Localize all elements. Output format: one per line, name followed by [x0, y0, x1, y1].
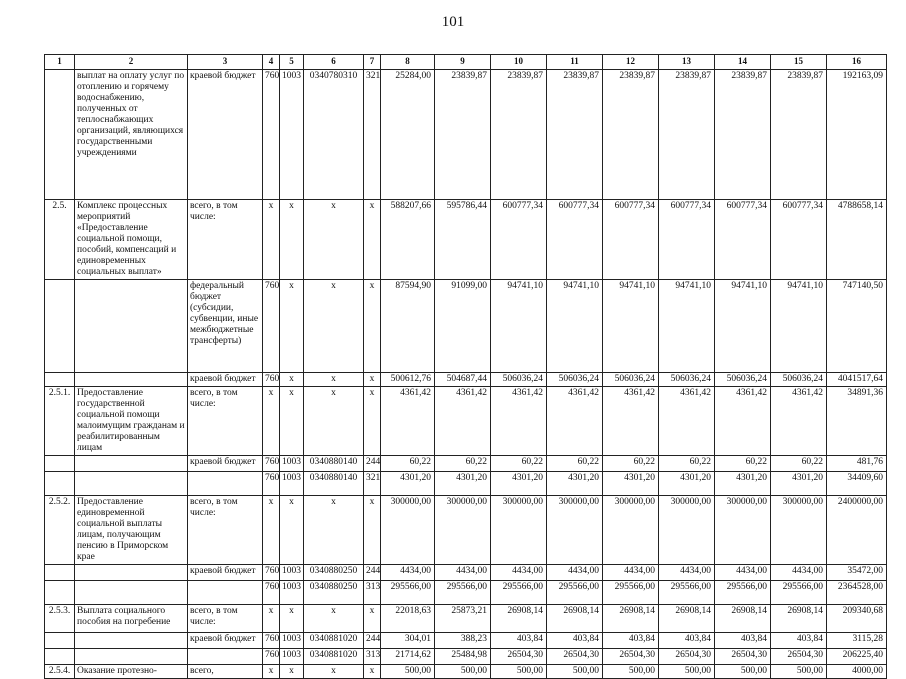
table-cell: 0340880140: [304, 472, 364, 496]
table-cell: всего, в том числе:: [188, 200, 263, 280]
table-cell: 4361,42: [659, 387, 715, 456]
col-header: 8: [381, 55, 435, 70]
table-cell: 4301,20: [381, 472, 435, 496]
table-cell: 760: [263, 472, 280, 496]
table-cell: 209340,68: [827, 605, 887, 633]
table-cell: 500,00: [603, 665, 659, 679]
table-cell: 4000,00: [827, 665, 887, 679]
table-cell: 760: [263, 70, 280, 200]
table-cell: 760: [263, 373, 280, 387]
table-cell: 2.5.: [45, 200, 75, 280]
table-cell: 300000,00: [715, 496, 771, 565]
table-cell: 403,84: [659, 633, 715, 649]
table-cell: [75, 472, 188, 496]
table-cell: 1003: [280, 565, 304, 581]
table-cell: 4434,00: [659, 565, 715, 581]
table-cell: 23839,87: [435, 70, 491, 200]
table-cell: 600777,34: [771, 200, 827, 280]
col-header: 3: [188, 55, 263, 70]
table-cell: 244: [364, 633, 381, 649]
table-cell: [45, 565, 75, 581]
table-cell: x: [280, 665, 304, 679]
table-cell: 1003: [280, 456, 304, 472]
table-cell: 2.5.4.: [45, 665, 75, 679]
table-cell: x: [364, 280, 381, 373]
table-cell: 300000,00: [659, 496, 715, 565]
table-cell: 321: [364, 70, 381, 200]
table-cell: краевой бюджет: [188, 633, 263, 649]
table-cell: 26908,14: [547, 605, 603, 633]
table-row: [45, 200, 887, 280]
table-cell: краевой бюджет: [188, 456, 263, 472]
table-row: [45, 456, 887, 472]
table-cell: 4361,42: [547, 387, 603, 456]
col-header: 16: [827, 55, 887, 70]
table-cell: x: [280, 605, 304, 633]
table-cell: 4301,20: [603, 472, 659, 496]
table-cell: 295566,00: [381, 581, 435, 605]
table-cell: 0340881020: [304, 633, 364, 649]
table-cell: 506036,24: [659, 373, 715, 387]
table-cell: 760: [263, 280, 280, 373]
table-row: [45, 665, 887, 679]
table-cell: 60,22: [491, 456, 547, 472]
table-cell: 506036,24: [547, 373, 603, 387]
table-cell: 300000,00: [547, 496, 603, 565]
table-cell: 1003: [280, 633, 304, 649]
table-cell: 500,00: [435, 665, 491, 679]
table-cell: 295566,00: [435, 581, 491, 605]
table-cell: 403,84: [715, 633, 771, 649]
table-cell: 60,22: [381, 456, 435, 472]
table-cell: 94741,10: [715, 280, 771, 373]
table-cell: 60,22: [603, 456, 659, 472]
table-cell: 403,84: [547, 633, 603, 649]
table-cell: x: [263, 665, 280, 679]
table-cell: 300000,00: [491, 496, 547, 565]
col-header: 9: [435, 55, 491, 70]
table-cell: Предоставление единовременной социальной выплаты лицам, получающим пенсию в Приморском крае: [75, 496, 188, 565]
table-cell: 4788658,14: [827, 200, 887, 280]
col-header: 10: [491, 55, 547, 70]
budget-table: [44, 54, 887, 679]
table-cell: x: [304, 665, 364, 679]
table-cell: 26908,14: [715, 605, 771, 633]
table-cell: [75, 649, 188, 665]
table-cell: x: [280, 387, 304, 456]
table-cell: x: [304, 280, 364, 373]
table-cell: 500,00: [491, 665, 547, 679]
table-cell: 60,22: [547, 456, 603, 472]
table-cell: 4361,42: [771, 387, 827, 456]
table-cell: 23839,87: [659, 70, 715, 200]
table-row: [45, 280, 887, 373]
table-cell: всего, в том числе:: [188, 605, 263, 633]
col-header: 5: [280, 55, 304, 70]
table-cell: 60,22: [435, 456, 491, 472]
table-cell: 4434,00: [381, 565, 435, 581]
table-row: [45, 496, 887, 565]
table-cell: 4361,42: [603, 387, 659, 456]
table-cell: краевой бюджет: [188, 373, 263, 387]
table-cell: 403,84: [603, 633, 659, 649]
table-cell: x: [304, 605, 364, 633]
table-cell: [75, 581, 188, 605]
table-cell: x: [280, 200, 304, 280]
table-cell: 26504,30: [771, 649, 827, 665]
table-cell: 747140,50: [827, 280, 887, 373]
table-cell: [75, 280, 188, 373]
table-cell: 192163,09: [827, 70, 887, 200]
table-cell: 60,22: [659, 456, 715, 472]
table-cell: 300000,00: [435, 496, 491, 565]
table-cell: 506036,24: [715, 373, 771, 387]
table-cell: 94741,10: [659, 280, 715, 373]
table-cell: 403,84: [491, 633, 547, 649]
table-cell: 26504,30: [547, 649, 603, 665]
table-cell: 760: [263, 581, 280, 605]
col-header: 13: [659, 55, 715, 70]
table-cell: 26908,14: [659, 605, 715, 633]
col-header: 4: [263, 55, 280, 70]
table-cell: 23839,87: [771, 70, 827, 200]
table-cell: Выплата социального пособия на погребение: [75, 605, 188, 633]
col-header: 15: [771, 55, 827, 70]
table-cell: 4361,42: [715, 387, 771, 456]
table-cell: 0340881020: [304, 649, 364, 665]
header-row: [45, 55, 887, 70]
table-cell: 4301,20: [435, 472, 491, 496]
table-cell: 206225,40: [827, 649, 887, 665]
table-cell: 4301,20: [771, 472, 827, 496]
table-cell: 295566,00: [603, 581, 659, 605]
table-cell: 321: [364, 472, 381, 496]
table-cell: 595786,44: [435, 200, 491, 280]
table-cell: x: [364, 373, 381, 387]
table-cell: 26504,30: [491, 649, 547, 665]
table-cell: [75, 633, 188, 649]
table-cell: [75, 565, 188, 581]
table-cell: 94741,10: [603, 280, 659, 373]
col-header: 12: [603, 55, 659, 70]
table-row: [45, 605, 887, 633]
table-cell: 23839,87: [547, 70, 603, 200]
table-cell: 4434,00: [491, 565, 547, 581]
table-cell: x: [280, 280, 304, 373]
table-cell: 500612,76: [381, 373, 435, 387]
table-cell: 500,00: [547, 665, 603, 679]
table-cell: краевой бюджет: [188, 70, 263, 200]
table-cell: 26504,30: [659, 649, 715, 665]
table-cell: 506036,24: [491, 373, 547, 387]
table-cell: 4434,00: [715, 565, 771, 581]
table-cell: 244: [364, 456, 381, 472]
table-cell: 295566,00: [715, 581, 771, 605]
table-row: [45, 565, 887, 581]
table-row: [45, 633, 887, 649]
table-cell: 60,22: [771, 456, 827, 472]
table-cell: 1003: [280, 472, 304, 496]
table-cell: 388,23: [435, 633, 491, 649]
table-cell: [188, 649, 263, 665]
col-header: 6: [304, 55, 364, 70]
table-cell: всего, в том числе:: [188, 387, 263, 456]
table-cell: x: [304, 373, 364, 387]
table-cell: 1003: [280, 649, 304, 665]
table-cell: [75, 456, 188, 472]
table-cell: 500,00: [771, 665, 827, 679]
table-cell: 4434,00: [771, 565, 827, 581]
table-cell: [45, 456, 75, 472]
col-header: 7: [364, 55, 381, 70]
table-cell: 504687,44: [435, 373, 491, 387]
table-cell: 4361,42: [435, 387, 491, 456]
table-cell: x: [263, 496, 280, 565]
table-cell: 313: [364, 649, 381, 665]
col-header: 1: [45, 55, 75, 70]
table-cell: выплат на оплату услуг по отоплению и горячему водоснабжению, полученных от теплоснабжающих организаций, являющихся государственными учреждениями: [75, 70, 188, 200]
table-cell: 760: [263, 633, 280, 649]
table-cell: 25284,00: [381, 70, 435, 200]
table-cell: всего,: [188, 665, 263, 679]
table-cell: 244: [364, 565, 381, 581]
col-header: 11: [547, 55, 603, 70]
table-cell: федеральный бюджет (субсидии, субвенции, иные межбюджетные трансферты): [188, 280, 263, 373]
table-cell: x: [263, 605, 280, 633]
table-cell: 304,01: [381, 633, 435, 649]
table-cell: 600777,34: [603, 200, 659, 280]
table-cell: [45, 472, 75, 496]
table-cell: [45, 70, 75, 200]
table-cell: 1003: [280, 581, 304, 605]
table-cell: x: [304, 387, 364, 456]
table-cell: 26908,14: [491, 605, 547, 633]
table-cell: 300000,00: [771, 496, 827, 565]
table-cell: 60,22: [715, 456, 771, 472]
table-cell: 588207,66: [381, 200, 435, 280]
table-cell: 2400000,00: [827, 496, 887, 565]
table-cell: 2.5.3.: [45, 605, 75, 633]
table-cell: всего, в том числе:: [188, 496, 263, 565]
table-cell: краевой бюджет: [188, 565, 263, 581]
table-cell: 506036,24: [603, 373, 659, 387]
table-cell: 500,00: [381, 665, 435, 679]
table-cell: x: [364, 605, 381, 633]
page-number: 101: [441, 14, 465, 30]
table-cell: 35472,00: [827, 565, 887, 581]
table-cell: 500,00: [715, 665, 771, 679]
table-cell: 87594,90: [381, 280, 435, 373]
table-cell: Предоставление государственной социальной помощи малоимущим гражданам и реабилитированным лицам: [75, 387, 188, 456]
table-cell: [45, 649, 75, 665]
table-row: [45, 472, 887, 496]
table-cell: 0340780310: [304, 70, 364, 200]
table-cell: 23839,87: [715, 70, 771, 200]
table-cell: 760: [263, 456, 280, 472]
table-cell: 4301,20: [715, 472, 771, 496]
table-row: [45, 373, 887, 387]
table-cell: 26504,30: [603, 649, 659, 665]
table-cell: 295566,00: [547, 581, 603, 605]
table-cell: x: [364, 387, 381, 456]
table-cell: [188, 472, 263, 496]
table-cell: Комплекс процессных мероприятий «Предоставление социальной помощи, пособий, компенсаций и единовременных социальных выплат»: [75, 200, 188, 280]
table-cell: 481,76: [827, 456, 887, 472]
table-cell: 91099,00: [435, 280, 491, 373]
table-cell: 295566,00: [771, 581, 827, 605]
table-cell: 403,84: [771, 633, 827, 649]
table-row: [45, 649, 887, 665]
table-cell: 0340880250: [304, 565, 364, 581]
table-cell: [45, 280, 75, 373]
table-cell: 600777,34: [715, 200, 771, 280]
table-cell: 21714,62: [381, 649, 435, 665]
table-row: [45, 387, 887, 456]
table-cell: x: [364, 200, 381, 280]
table-cell: x: [304, 496, 364, 565]
table-cell: x: [304, 200, 364, 280]
table-cell: x: [364, 665, 381, 679]
table-cell: 2.5.1.: [45, 387, 75, 456]
table-cell: 0340880250: [304, 581, 364, 605]
table-cell: 4301,20: [547, 472, 603, 496]
table-cell: 34891,36: [827, 387, 887, 456]
table-cell: [45, 373, 75, 387]
table-cell: Оказание протезно-: [75, 665, 188, 679]
table-cell: 4361,42: [381, 387, 435, 456]
table-cell: 2.5.2.: [45, 496, 75, 565]
table-cell: 2364528,00: [827, 581, 887, 605]
table-cell: 25873,21: [435, 605, 491, 633]
col-header: 2: [75, 55, 188, 70]
table-cell: 295566,00: [491, 581, 547, 605]
col-header: 14: [715, 55, 771, 70]
table-cell: 0340880140: [304, 456, 364, 472]
table-cell: 22018,63: [381, 605, 435, 633]
table-cell: 600777,34: [491, 200, 547, 280]
table-cell: 600777,34: [547, 200, 603, 280]
table-cell: x: [280, 496, 304, 565]
table-cell: 23839,87: [491, 70, 547, 200]
table-cell: x: [364, 496, 381, 565]
table-cell: 313: [364, 581, 381, 605]
table-cell: 4301,20: [491, 472, 547, 496]
table-row: [45, 581, 887, 605]
table-cell: 1003: [280, 70, 304, 200]
table-cell: 26908,14: [603, 605, 659, 633]
table-cell: x: [280, 373, 304, 387]
table-cell: 4434,00: [547, 565, 603, 581]
table-cell: 295566,00: [659, 581, 715, 605]
table-cell: 506036,24: [771, 373, 827, 387]
table-cell: 300000,00: [381, 496, 435, 565]
table-cell: 26504,30: [715, 649, 771, 665]
table-cell: 23839,87: [603, 70, 659, 200]
table-cell: 500,00: [659, 665, 715, 679]
table-cell: 4041517,64: [827, 373, 887, 387]
table-cell: 94741,10: [491, 280, 547, 373]
table-cell: [188, 581, 263, 605]
table-cell: 3115,28: [827, 633, 887, 649]
table-cell: 34409,60: [827, 472, 887, 496]
table-cell: 4434,00: [435, 565, 491, 581]
table-cell: 4301,20: [659, 472, 715, 496]
table-row: [45, 70, 887, 200]
table-cell: 300000,00: [603, 496, 659, 565]
table-cell: 25484,98: [435, 649, 491, 665]
table-cell: 760: [263, 565, 280, 581]
table-cell: x: [263, 200, 280, 280]
table-cell: 26908,14: [771, 605, 827, 633]
table-cell: [45, 633, 75, 649]
table-cell: 4434,00: [603, 565, 659, 581]
table-cell: [75, 373, 188, 387]
table-cell: [45, 581, 75, 605]
table-cell: 600777,34: [659, 200, 715, 280]
table-cell: 760: [263, 649, 280, 665]
table-cell: 4361,42: [491, 387, 547, 456]
table-cell: 94741,10: [547, 280, 603, 373]
table-cell: x: [263, 387, 280, 456]
table-cell: 94741,10: [771, 280, 827, 373]
